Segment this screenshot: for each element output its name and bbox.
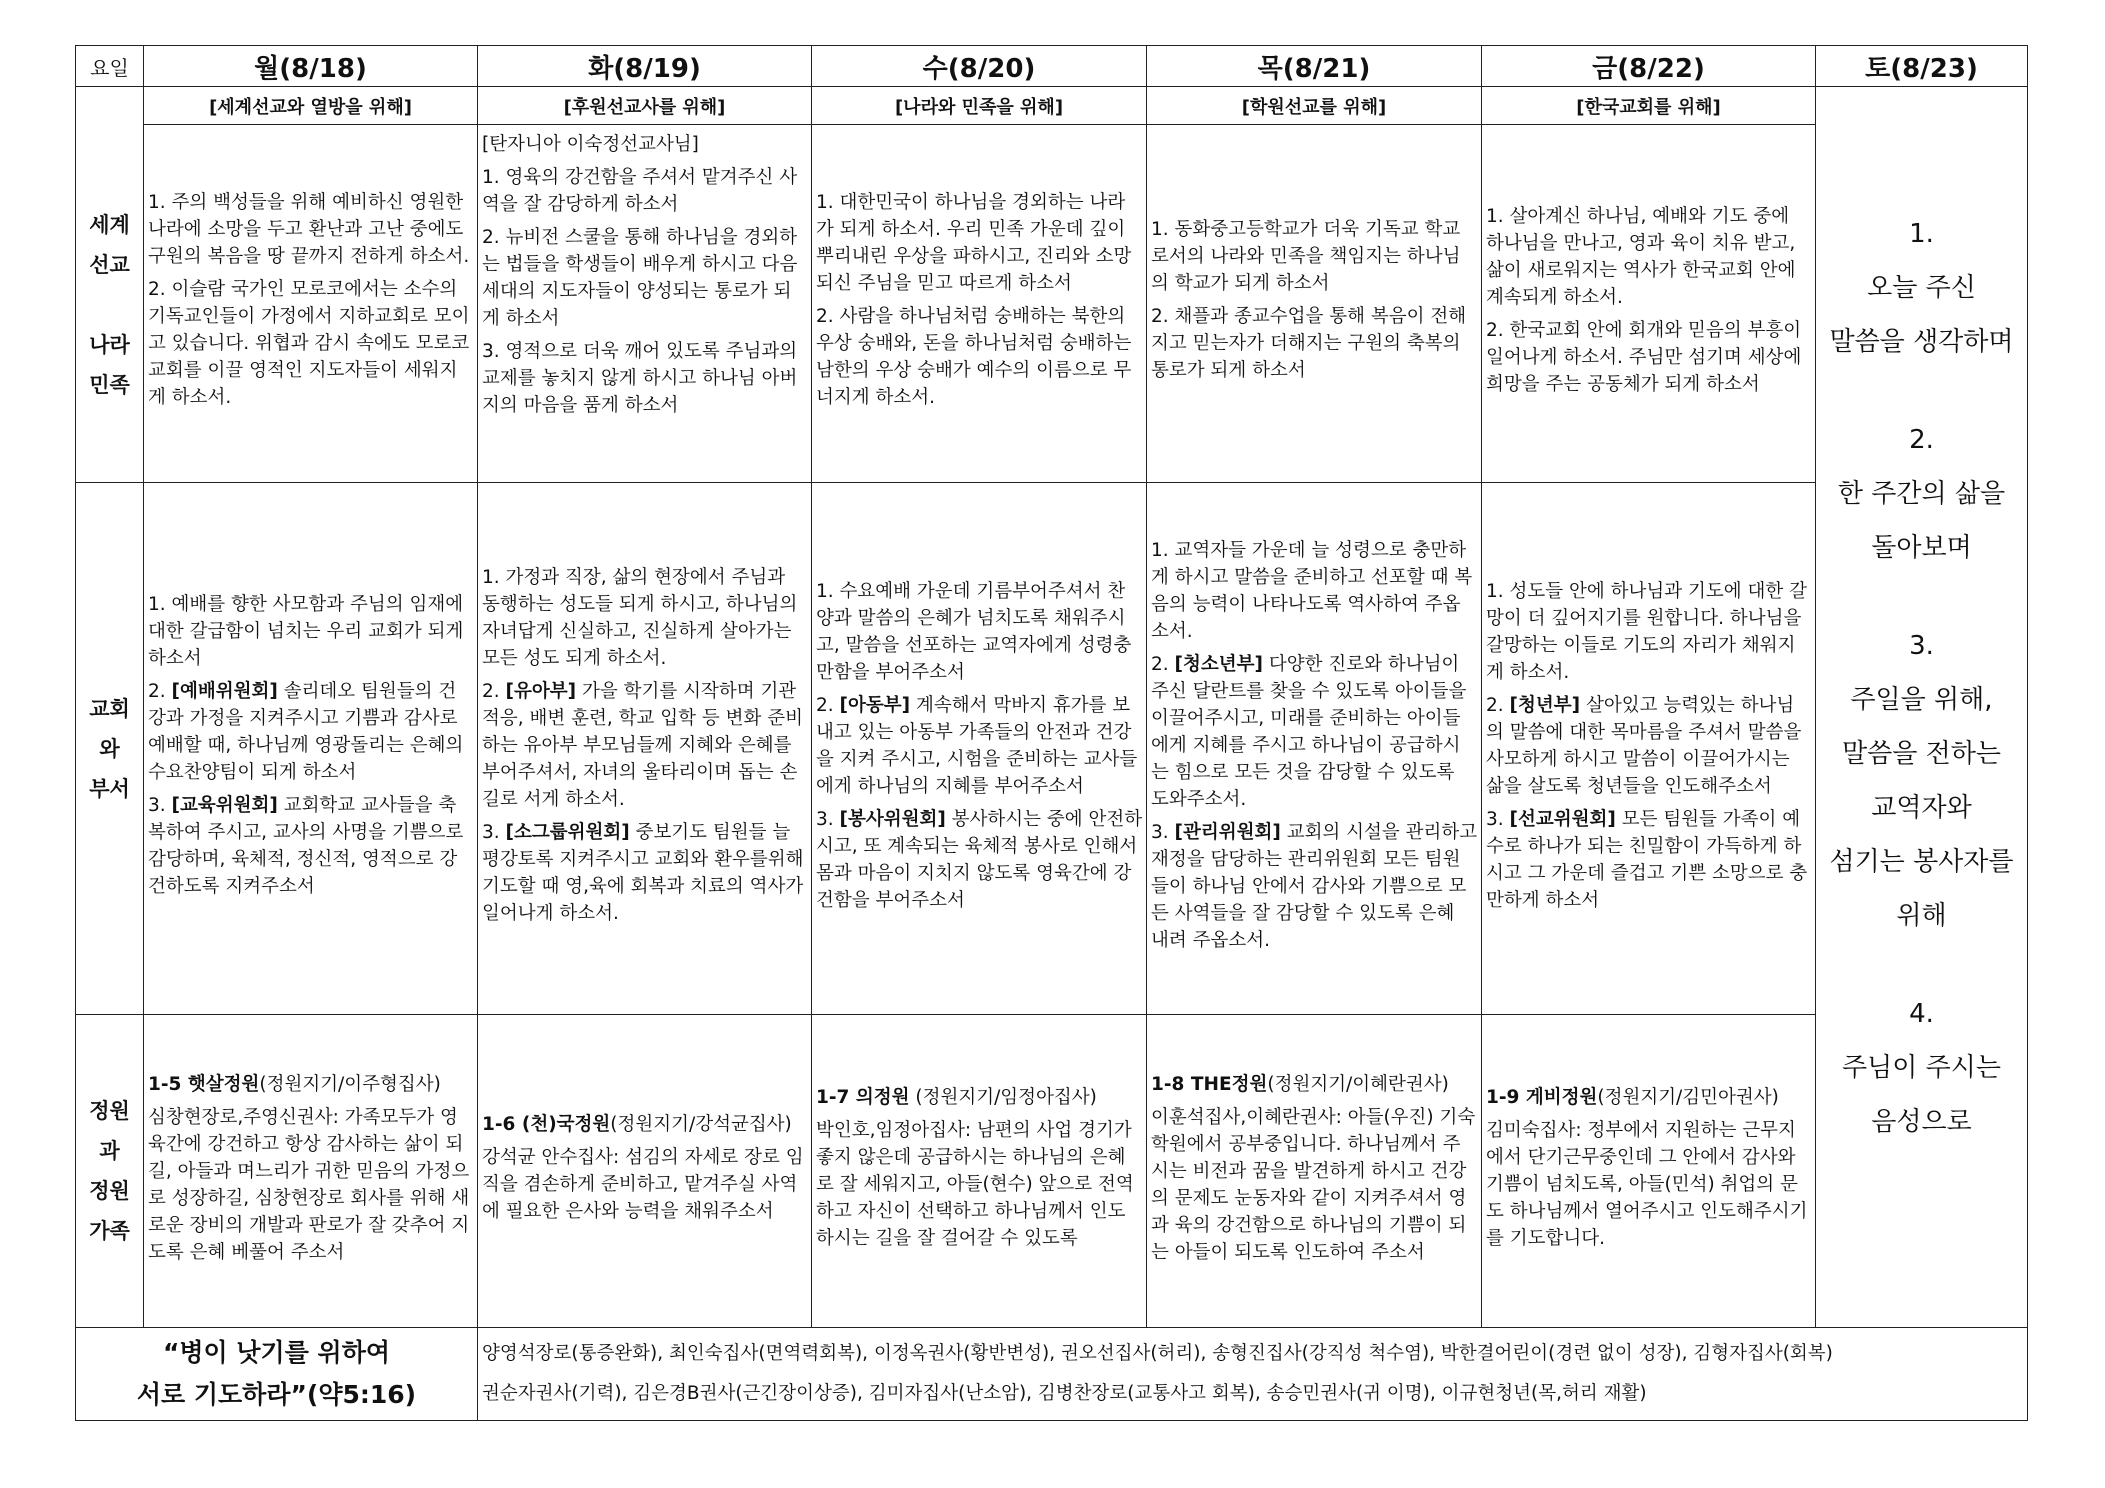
garden-wed: 1-7 의정원 (정원지기/임정아집사) 박인호,임정아집사: 남편의 사업 경기가 좋지 않은데 공급하시는 하나님의 은혜로 잘 세워지고, 아들(현수) 앞으로 전역하고 자신이 선택하고 하나님께서 인도하시는 길을 잘 걸어갈 수 있도록 xyxy=(812,1015,1147,1328)
world-mon: 1. 주의 백성들을 위해 예비하신 영원한 나라에 소망을 두고 환난과 고난 중에도 구원의 복음을 땅 끝까지 전하게 하소서. 2. 이슬람 국가인 모로코에서는 소수의 기독교인들이 가정에서 지하교회로 모이고 있습니다. 위협과 감시 속에도 모로코 교회를 이끌 영적인 지도자들이 세워지게 하소서. xyxy=(144,124,478,482)
day-header-mon: 월(8/18) xyxy=(144,46,478,87)
garden-thu: 1-8 THE정원(정원지기/이혜란권사) 이훈석집사,이혜란권사: 아들(우진) 기숙학원에서 공부중입니다. 하나님께서 주시는 비전과 꿈을 발견하게 하시고 건강의 문제도 눈동자와 같이 지켜주셔서 영과 육의 강건함으로 하나님의 기쁨이 되는 아들이 되도록 인도하여 주소서 xyxy=(1147,1015,1482,1328)
row-label-garden: 정원 과 정원 가족 xyxy=(76,1015,144,1328)
topic-thu: [학원선교를 위해] xyxy=(1147,87,1482,124)
world-thu: 1. 동화중고등학교가 더욱 기독교 학교로서의 나라와 민족을 책임지는 하나님의 학교가 되게 하소서 2. 채플과 종교수업을 통해 복음이 전해지고 믿는자가 더해지는 구원의 축복의 통로가 되게 하소서 xyxy=(1147,124,1482,482)
church-fri: 1. 성도들 안에 하나님과 기도에 대한 갈망이 더 깊어지기를 원합니다. 하나님을 갈망하는 이들로 기도의 자리가 채워지게 하소서. 2. [청년부] 살아있고 능력있는 하나님의 말씀에 대한 목마름을 주셔서 말씀을 사모하게 하시고 말씀이 이끌어가시는 삶을 살도록 청년들을 인도해주소서 3. [선교위원회] 모든 팀원들 가족이 예수로 하나가 되는 친밀함이 가득하게 하시고 그 가운데 즐겁고 기쁜 소망으로 충만하게 하소서 xyxy=(1482,482,1816,1015)
garden-fri: 1-9 게비정원(정원지기/김민아권사) 김미숙집사: 정부에서 지원하는 근무지에서 단기근무중인데 그 안에서 감사와 기쁨이 넘치도록, 아들(민석) 취업의 문도 하나님께서 열어주시고 인도해주시기를 기도합니다. xyxy=(1482,1015,1816,1328)
day-header-tue: 화(8/19) xyxy=(478,46,812,87)
day-label-header: 요일 xyxy=(76,46,144,87)
footer-verse: “병이 낫기를 위하여 서로 기도하라”(약5:16) xyxy=(76,1328,478,1421)
weekly-prayer-table xyxy=(75,45,2028,1421)
topic-tue: [후원선교사를 위해] xyxy=(478,87,812,124)
garden-tue: 1-6 (천)국정원(정원지기/강석균집사) 강석균 안수집사: 섬김의 자세로 장로 임직을 겸손하게 준비하고, 맡겨주실 사역에 필요한 은사와 능력을 채워주소서 xyxy=(478,1015,812,1328)
topic-mon: [세계선교와 열방을 위해] xyxy=(144,87,478,124)
day-header-fri: 금(8/22) xyxy=(1482,46,1816,87)
day-header-wed: 수(8/20) xyxy=(812,46,1147,87)
church-mon: 1. 예배를 향한 사모함과 주님의 임재에 대한 갈급함이 넘치는 우리 교회가 되게 하소서 2. [예배위원회] 솔리데오 팀원들의 건강과 가정을 지켜주시고 기쁨과 감사로 예배할 때, 하나님께 영광돌리는 은혜의 수요찬양팀이 되게 하소서 3. [교육위원회] 교회학교 교사들을 축복하여 주시고, 교사의 사명을 기쁨으로 감당하며, 육체적, 정신적, 영적으로 강건하도록 지켜주소서 xyxy=(144,482,478,1015)
footer-sick-prayer-list: 양영석장로(통증완화), 최인숙집사(면역력회복), 이정옥권사(황반변성), 권오선집사(허리), 송형진집사(강직성 척수염), 박한결어린이(경련 없이 성장), 김형자집사(회복) 권순자권사(기력), 김은경B권사(근긴장이상증), 김미자집사(난소암), 김병찬장로(교통사고 회복), 송승민권사(귀 이명), 이규현청년(목,허리 재활) xyxy=(478,1328,2028,1421)
world-fri: 1. 살아계신 하나님, 예배와 기도 중에 하나님을 만나고, 영과 육이 치유 받고, 삶이 새로워지는 역사가 한국교회 안에 계속되게 하소서. 2. 한국교회 안에 회개와 믿음의 부흥이 일어나게 하소서. 주님만 섬기며 세상에 희망을 주는 공동체가 되게 하소서 xyxy=(1482,124,1816,482)
world-tue: [탄자니아 이숙정선교사님] 1. 영육의 강건함을 주셔서 맡겨주신 사역을 잘 감당하게 하소서 2. 뉴비전 스쿨을 통해 하나님을 경외하는 법들을 학생들이 배우게 하시고 다음 세대의 지도자들이 양성되는 통로가 되게 하소서 3. 영적으로 더욱 깨어 있도록 주님과의 교제를 놓치지 않게 하시고 하나님 아버지의 마음을 품게 하소서 xyxy=(478,124,812,482)
row-label-church: 교회 와 부서 xyxy=(76,482,144,1015)
day-header-sat: 토(8/23) xyxy=(1816,46,2028,87)
row-label-world: 세계 선교 나라 민족 xyxy=(76,87,144,482)
world-wed: 1. 대한민국이 하나님을 경외하는 나라가 되게 하소서. 우리 민족 가운데 깊이 뿌리내린 우상을 파하시고, 진리와 소망 되신 주님을 믿고 따르게 하소서 2. 사람을 하나님처럼 숭배하는 북한의 우상 숭배와, 돈을 하나님처럼 숭배하는 남한의 우상 숭배가 예수의 이름으로 무너지게 하소서. xyxy=(812,124,1147,482)
church-thu: 1. 교역자들 가운데 늘 성령으로 충만하게 하시고 말씀을 준비하고 선포할 때 복음의 능력이 나타나도록 역사하여 주옵소서. 2. [청소년부] 다양한 진로와 하나님이 주신 달란트를 찾을 수 있도록 아이들을 이끌어주시고, 미래를 준비하는 아이들에게 지혜를 주시고 하나님이 공급하시는 힘으로 모든 것을 감당할 수 있도록 도와주소서. 3. [관리위원회] 교회의 시설을 관리하고 재정을 담당하는 관리위원회 모든 팀원들이 하나님 안에서 감사와 기쁨으로 모든 사역들을 잘 감당할 수 있도록 은혜 내려 주옵소서. xyxy=(1147,482,1482,1015)
garden-mon: 1-5 햇살정원(정원지기/이주형집사) 심창현장로,주영신권사: 가족모두가 영육간에 강건하고 항상 감사하는 삶이 되길, 아들과 며느리가 귀한 믿음의 가정으로 성장하길, 심창현장로 회사를 위해 새로운 장비의 개발과 판로가 잘 갖추어 지도록 은혜 베풀어 주소서 xyxy=(144,1015,478,1328)
topic-wed: [나라와 민족을 위해] xyxy=(812,87,1147,124)
saturday-prayer-guide: 1. 오늘 주신 말씀을 생각하며 2. 한 주간의 삶을 돌아보며 3. 주일을 위해, 말씀을 전하는 교역자와 섬기는 봉사자를 위해 4. 주님이 주시는 음성으로 xyxy=(1816,87,2028,1328)
church-wed: 1. 수요예배 가운데 기름부어주셔서 찬양과 말씀의 은혜가 넘치도록 채워주시고, 말씀을 선포하는 교역자에게 성령충만함을 부어주소서 2. [아동부] 계속해서 막바지 휴가를 보내고 있는 아동부 가족들의 안전과 건강을 지켜 주시고, 시험을 준비하는 교사들에게 하나님의 지혜를 부어주소서 3. [봉사위원회] 봉사하시는 중에 안전하시고, 또 계속되는 육체적 봉사로 인해서 몸과 마음이 지치지 않도록 영육간에 강건함을 부어주소서 xyxy=(812,482,1147,1015)
church-tue: 1. 가정과 직장, 삶의 현장에서 주님과 동행하는 성도들 되게 하시고, 하나님의 자녀답게 신실하고, 진실하게 살아가는 모든 성도 되게 하소서. 2. [유아부] 가을 학기를 시작하며 기관 적응, 배변 훈련, 학교 입학 등 변화 준비하는 유아부 부모님들께 지혜와 은혜를 부어주셔서, 자녀의 울타리이며 돕는 손길로 서게 하소서. 3. [소그룹위원회] 중보기도 팀원들 늘 평강토록 지켜주시고 교회와 환우를위해 기도할 때 영,육에 회복과 치료의 역사가 일어나게 하소서. xyxy=(478,482,812,1015)
topic-fri: [한국교회를 위해] xyxy=(1482,87,1816,124)
day-header-thu: 목(8/21) xyxy=(1147,46,1482,87)
